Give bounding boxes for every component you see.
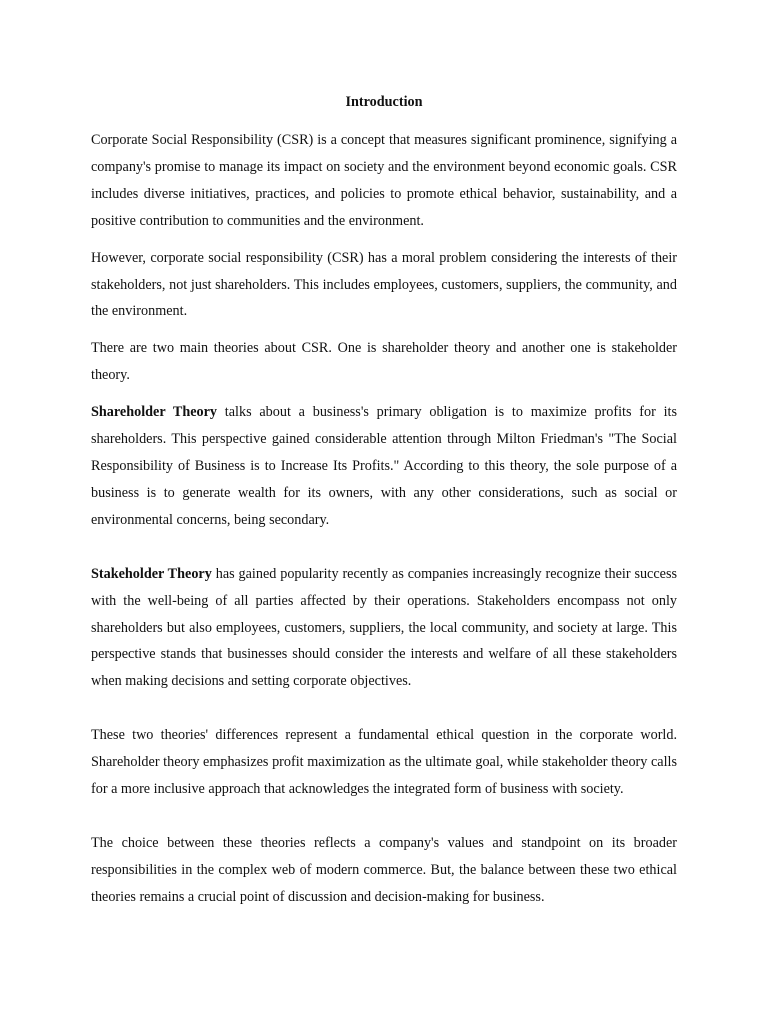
- paragraph-two-theories: There are two main theories about CSR. One is shareholder theory and another one is stakeholder theory.: [91, 340, 677, 384]
- paragraph-theory-differences: These two theories' differences represent a fundamental ethical question in the corporate world. Shareholder theory emphasizes profit maximization as the ultimate goal, while stakeholder theory calls for a more inclusive approach that acknowledges the integrated form of business with society.: [91, 727, 677, 798]
- paragraph-shareholder-theory: [91, 399, 677, 534]
- paragraph-csr-moral-problem: However, corporate social responsibility (CSR) has a moral problem considering the interests of their stakeholders, not just shareholders. This includes employees, customers, suppliers, the community, and the environment.: [91, 249, 677, 320]
- paragraph-stakeholder-theory: [91, 561, 677, 696]
- document-title: Introduction: [345, 94, 423, 110]
- document-page: [91, 92, 677, 911]
- paragraph-conclusion: The choice between these theories reflects a company's values and standpoint on its broader responsibilities in the complex web of modern commerce. But, the balance between these two ethical theories remains a crucial point of discussion and decision-making for business.: [91, 834, 677, 905]
- stakeholder-theory-text: has gained popularity recently as companies increasingly recognize their success with the well-being of all parties affected by their operations. Stakeholders encompass not only shareholders but also employees, customers, suppliers, the local community, and society at large. This perspective stands that businesses should consider the interests and welfare of all these stakeholders when making decisions and setting corporate objectives.: [91, 565, 677, 690]
- shareholder-theory-text: talks about a business's primary obligation is to maximize profits for its shareholders. This perspective gained considerable attention through Milton Friedman's "The Social Responsibility of Business is to Increase Its Profits." According to this theory, the sole purpose of a business is to generate wealth for its owners, with any other considerations, such as social or environmental concerns, being secondary.: [91, 404, 677, 528]
- paragraph-csr-definition: Corporate Social Responsibility (CSR) is a concept that measures significant prominence, signifying a company's promise to manage its impact on society and the environment beyond economic goals. CSR includes diverse initiatives, practices, and policies to promote ethical behavior, sustainability, and a positive contribution to communities and the environment.: [91, 132, 677, 229]
- shareholder-theory-heading: Shareholder Theory: [91, 404, 218, 421]
- stakeholder-theory-heading: Stakeholder Theory: [91, 565, 212, 582]
